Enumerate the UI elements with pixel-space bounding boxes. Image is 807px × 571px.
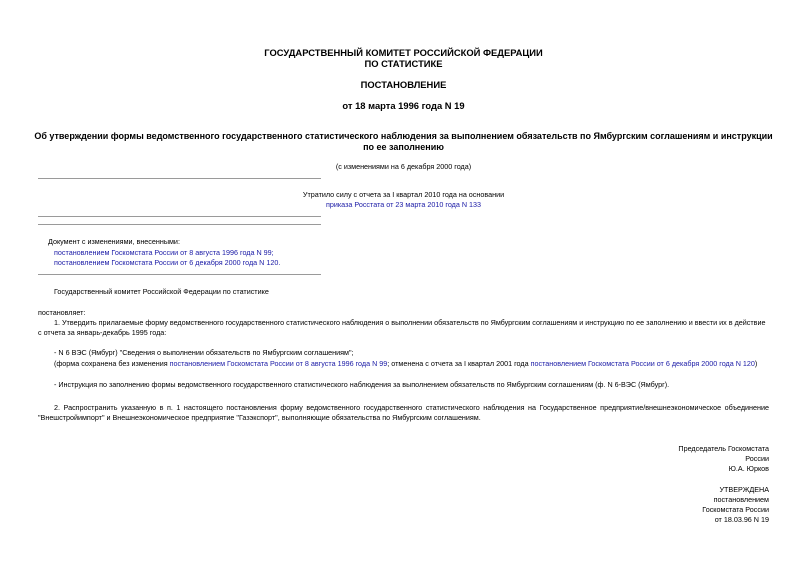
divider	[38, 178, 321, 179]
changes-link-1996[interactable]: постановлением Госкомстата России от 8 августа 1996 года N 99;	[54, 248, 274, 257]
divider	[38, 224, 321, 225]
amendments-note: (с изменениями на 6 декабря 2000 года)	[335, 162, 472, 171]
signature-country: России	[745, 454, 769, 463]
approval-heading: УТВЕРЖДЕНА	[719, 485, 769, 494]
signature-position: Председатель Госкомстата	[678, 444, 769, 453]
org-name-line1: ГОСУДАРСТВЕННЫЙ КОМИТЕТ РОССИЙСКОЙ ФЕДЕРАЦИИ	[264, 47, 543, 58]
form-note-link-2000[interactable]: постановлением Госкомстата России от 6 декабря 2000 года N 120	[530, 359, 755, 368]
doc-type: ПОСТАНОВЛЕНИЕ	[360, 79, 447, 90]
form-note	[54, 359, 757, 369]
doc-title-line2: по ее заполнению	[363, 142, 444, 152]
divider	[38, 274, 321, 275]
form-note-middle: ; отменена с отчета за I квартал 2001 года	[387, 359, 531, 368]
changes-link-2000[interactable]: постановлением Госкомстата России от 6 декабря 2000 года N 120.	[54, 258, 281, 267]
doc-title-line1: Об утверждении формы ведомственного государственного статистического наблюдения за выполнением обязательств по Ямбургским соглашениям и инструкции	[34, 131, 773, 141]
item-2: 2. Распространить указанную в п. 1 настоящего постановления форму ведомственного государственного статистического наблюдения на Государственное предприятие/внешнеэкономическое объединение "Внешстройимпорт" и Внешнеэкономическое предприятие "Газэкспорт", выполняющие обязательства по Ямбургским соглашениям.	[38, 403, 769, 422]
resolves-line: постановляет:	[38, 308, 86, 317]
form-note-link-1996[interactable]: постановлением Госкомстата России от 8 августа 1996 года N 99	[169, 359, 388, 368]
form-note-suffix: )	[754, 359, 758, 368]
signature-name: Ю.А. Юрков	[728, 464, 769, 473]
approval-line3: Госкомстата России	[702, 505, 769, 514]
approval-line4: от 18.03.96 N 19	[714, 515, 769, 524]
divider	[38, 216, 321, 217]
instruction-line: - Инструкция по заполнению формы ведомственного государственного статистического наблюдения за выполнением обязательств по Ямбургским соглашениям (ф. N 6-ВЭС (Ямбург).	[54, 380, 670, 389]
doc-date: от 18 марта 1996 года N 19	[342, 100, 465, 111]
invalid-notice: Утратило силу с отчета за I квартал 2010 года на основании	[302, 190, 505, 199]
org-name-line2: ПО СТАТИСТИКЕ	[364, 58, 443, 69]
approval-line2: постановлением	[713, 495, 769, 504]
form-line: - N 6 ВЭС (Ямбург) "Сведения о выполнении обязательств по Ямбургским соглашениям";	[54, 348, 354, 357]
invalid-notice-link[interactable]: приказа Росстата от 23 марта 2010 года N 133	[325, 200, 482, 209]
item-1: 1. Утвердить прилагаемые форму ведомственного государственного статистического наблюдения о выполнении обязательств по Ямбургским соглашениям и инструкцию по ее заполнению и ввести их в действие с отчета за январь-декабрь 1995 года:	[38, 318, 766, 337]
changes-label: Документ с изменениями, внесенными:	[48, 237, 180, 246]
issuer-line: Государственный комитет Российской Федерации по статистике	[54, 287, 269, 296]
form-note-prefix: (форма сохранена без изменения	[54, 359, 170, 368]
